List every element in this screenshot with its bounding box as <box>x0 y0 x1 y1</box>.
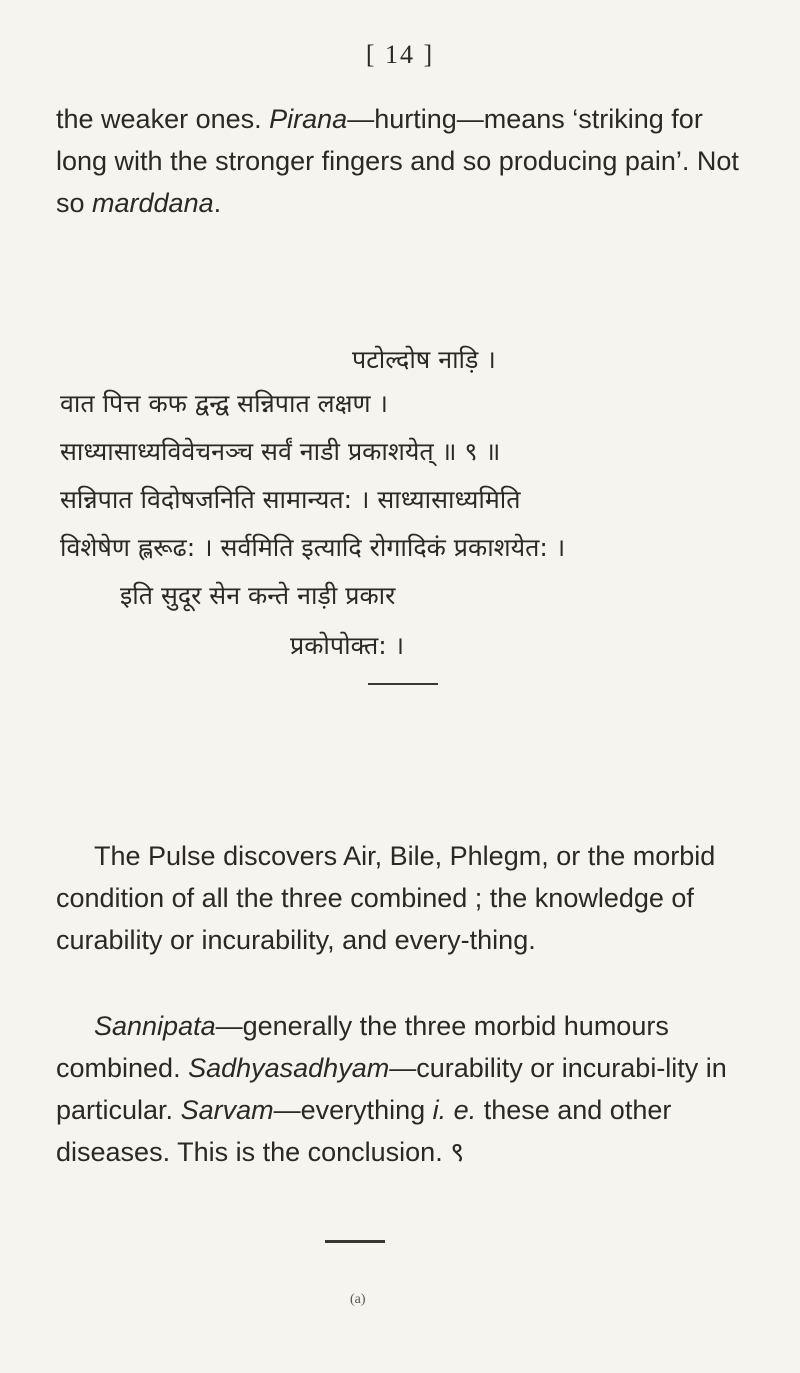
verse-commentary-line: प्रकोपोक्त: । <box>290 631 405 660</box>
translation-paragraph: The Pulse discovers Air, Bile, Phlegm, or the morbid condition of all the three combined ; the knowledge of curability or incurability, and every-thing. <box>56 841 716 955</box>
term-marddana: marddana <box>92 188 214 218</box>
paragraph-intro <box>56 98 746 224</box>
term-ie: i. e. <box>432 1095 477 1125</box>
verse-line: साध्यासाध्यविवेचनञ्च सर्वं नाडी प्रकाशयेत् ॥ ९ ॥ <box>60 437 501 466</box>
section-divider <box>368 683 438 685</box>
glossary-text: —everything <box>273 1095 433 1125</box>
glossary-text: these and other diseases. This is the conclusion. ९ <box>56 1095 672 1167</box>
verse-line: वात पित्त कफ द्वन्द्व सन्निपात लक्षण । <box>60 389 389 418</box>
paragraph-intro-text: the weaker ones. <box>56 104 270 134</box>
glossary-text: —curability or incurabi-lity in particular. <box>56 1053 727 1125</box>
paragraph-intro-text: . <box>213 188 222 218</box>
verse-commentary-line: इति सुदूर सेन कन्ते नाड़ी प्रकार <box>120 581 396 610</box>
printer-signature: (a) <box>350 1292 366 1307</box>
end-rule <box>325 1240 385 1243</box>
page-number: [ 14 ] <box>365 40 435 69</box>
glossary-text: —generally the three morbid humours combined. <box>56 1011 669 1083</box>
term-sannipata: Sannipata <box>94 1011 216 1041</box>
term-pirana: Pirana <box>269 104 348 134</box>
glossary-paragraph <box>56 1005 746 1173</box>
verse-commentary-line: सन्निपात विदोषजनिति सामान्यत: । साध्यासाध्यमिति <box>60 485 521 514</box>
verse-heading: पटोल्दोष नाड़ि । <box>352 345 496 374</box>
term-sadhyasadhyam: Sadhyasadhyam <box>188 1053 390 1083</box>
term-sarvam: Sarvam <box>180 1095 274 1125</box>
paragraph-intro-text: —hurting—means ‘striking for long with the stronger fingers and so producing pain’. Not so <box>56 104 739 218</box>
verse-commentary-line: विशेषेण ह्लरूढ: । सर्वमिति इत्यादि रोगादिकं प्रकाशयेत: । <box>60 533 566 562</box>
